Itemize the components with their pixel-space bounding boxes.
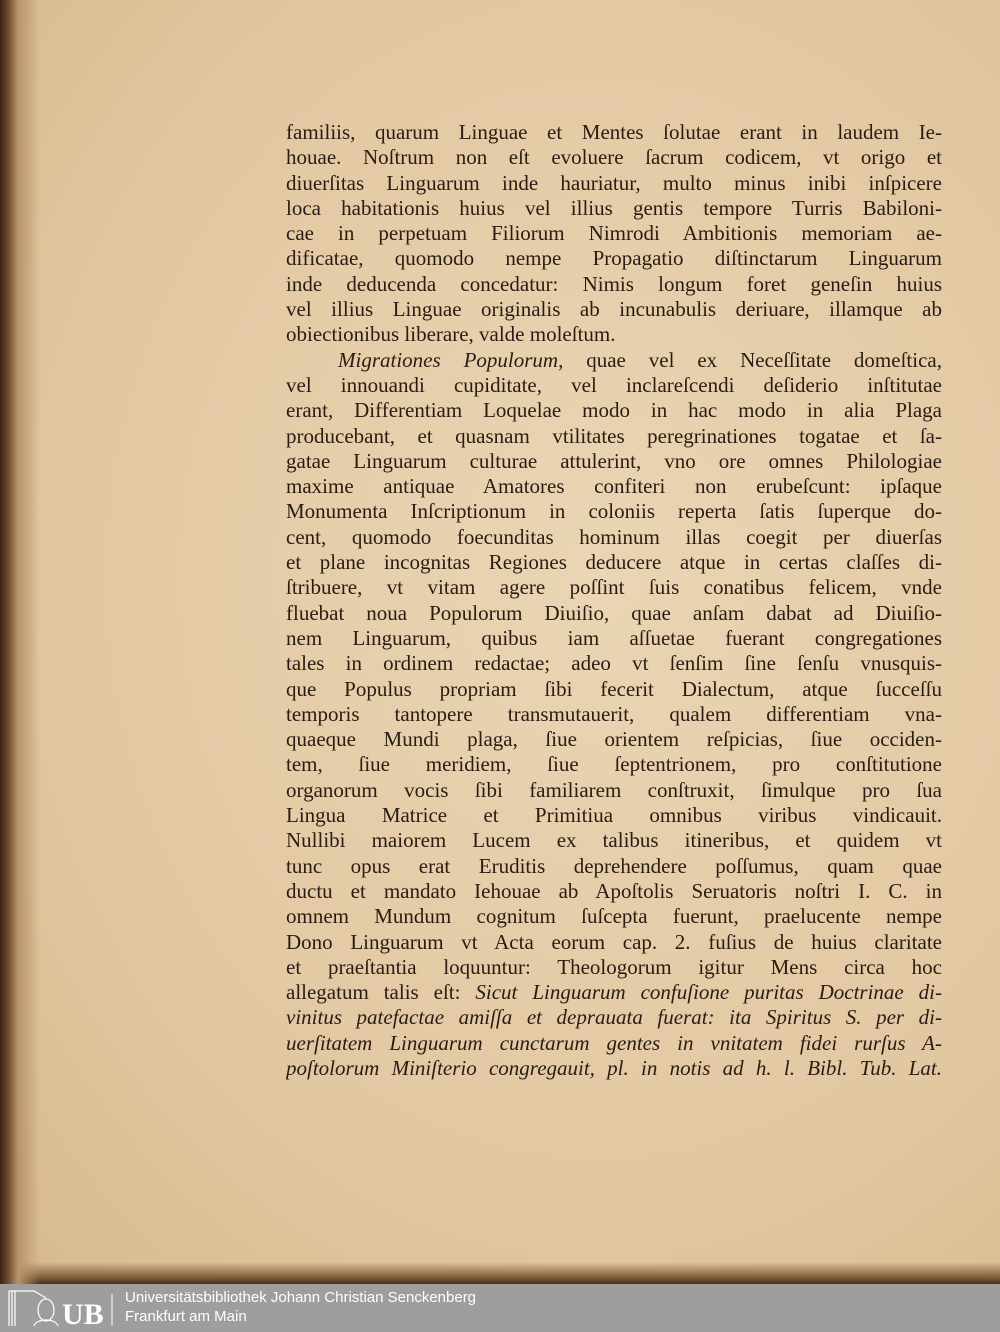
text-line — [286, 854, 942, 879]
ub-logo-icon — [6, 1288, 114, 1328]
roman-text: dificatae, quomodo nempe Propagatio diſtinctarum Linguarum — [286, 246, 942, 271]
text-line — [286, 904, 942, 929]
roman-text: tales in ordinem redactae; adeo vt ſenſim ſine ſenſu vnusquis- — [286, 651, 942, 676]
roman-text: Monumenta Inſcriptionum in coloniis reperta ſatis ſuperque do- — [286, 499, 942, 524]
roman-text: Nullibi maiorem Lucem ex talibus itineribus, et quidem vt — [286, 828, 942, 853]
text-line — [286, 398, 942, 423]
text-line — [286, 272, 942, 297]
roman-text: nem Linguarum, quibus iam aſſuetae fuerant congregationes — [286, 625, 942, 650]
text-line — [286, 727, 942, 752]
text-line — [286, 499, 942, 524]
roman-text: fluebat noua Populorum Diuiſio, quae anſam dabat ad Diuiſio- — [286, 600, 942, 625]
text-line — [286, 752, 942, 777]
italic-text: uerſitatem Linguarum cunctarum gentes in vnitatem fidei rurſus A- — [286, 1030, 942, 1055]
text-line — [286, 196, 942, 221]
text-line — [286, 550, 942, 575]
roman-text: familiis, quarum Linguae et Mentes ſolutae erant in laudem Ie- — [286, 120, 942, 144]
text-line — [286, 145, 942, 170]
roman-text: allegatum talis eſt: — [286, 980, 476, 1005]
italic-text: Migrationes Populorum — [338, 347, 559, 372]
roman-text: Lingua Matrice et Primitiua omnibus viribus vindicauit. — [286, 803, 942, 828]
roman-text: maxime antiquae Amatores confiteri non erubeſcunt: ipſaque — [286, 474, 942, 499]
text-line — [286, 221, 942, 246]
body-text — [286, 120, 942, 1081]
text-line — [286, 575, 942, 600]
text-line — [286, 778, 942, 803]
text-line — [286, 322, 942, 347]
text-line — [286, 171, 942, 196]
text-line — [286, 449, 942, 474]
text-line — [286, 297, 942, 322]
roman-text: tunc opus erat Eruditis deprehendere poſſumus, quam quae — [286, 853, 942, 878]
institution-city: Frankfurt am Main — [125, 1308, 247, 1325]
text-line — [286, 651, 942, 676]
roman-text: temporis tantopere transmutauerit, qualem differentiam vna- — [286, 701, 942, 726]
roman-text: quaeque Mundi plaga, ſiue orientem reſpicias, ſiue occiden- — [286, 727, 942, 752]
text-line — [286, 828, 942, 853]
text-line — [286, 626, 942, 651]
roman-text: , quae vel ex Neceſſitate domeſtica, — [558, 347, 942, 372]
text-line — [286, 955, 942, 980]
text-line — [286, 677, 942, 702]
roman-text: diuerſitas Linguarum inde hauriatur, multo minus inibi inſpicere — [286, 170, 942, 195]
roman-text: inde deducenda concedatur: Nimis longum foret geneſin huius — [286, 271, 942, 296]
italic-text: Sicut Linguarum confuſione puritas Doctrinae di- — [475, 980, 942, 1005]
roman-text: vel illius Linguae originalis ab incunabulis deriuare, illamque ab — [286, 297, 942, 322]
institution-name: Universitätsbibliothek Johann Christian Senckenberg — [125, 1289, 477, 1306]
text-line — [286, 474, 942, 499]
italic-text: poſtolorum Miniſterio congregauit, pl. in notis ad h. l. Bibl. Tub. Lat. — [286, 1055, 942, 1080]
italic-text: vinitus patefactae amiſſa et deprauata fuerat: ita Spiritus S. per di- — [286, 1005, 942, 1030]
text-line — [286, 1031, 942, 1056]
roman-text: et plane incognitas Regiones deducere atque in certas claſſes di- — [286, 550, 942, 575]
roman-text: houae. Noſtrum non eſt evoluere ſacrum codicem, vt origo et — [286, 145, 942, 170]
roman-text: producebant, et quasnam vtilitates peregrinationes togatae et ſa- — [286, 423, 942, 448]
roman-text: cae in perpetuam Filiorum Nimrodi Ambitionis memoriam ae- — [286, 221, 942, 246]
roman-text: et praeſtantia loquuntur: Theologorum igitur Mens circa hoc — [286, 954, 942, 979]
roman-text: omnem Mundum cognitum ſuſcepta fuerunt, praelucente nempe — [286, 904, 942, 929]
svg-text:UB: UB — [62, 1298, 104, 1328]
text-line — [286, 1056, 942, 1081]
roman-text: loca habitationis huius vel illius gentis tempore Turris Babiloni- — [286, 195, 942, 220]
text-line — [286, 525, 942, 550]
text-line — [286, 120, 942, 145]
roman-text: que Populus propriam ſibi fecerit Dialectum, atque ſucceſſu — [286, 676, 942, 701]
roman-text: ſtribuere, vt vitam agere poſſint ſuis conatibus felicem, vnde — [286, 575, 942, 600]
text-line — [286, 373, 942, 398]
text-line — [286, 879, 942, 904]
roman-text: organorum vocis ſibi familiarem conſtruxit, ſimulque pro ſua — [286, 777, 942, 802]
roman-text: tem, ſiue meridiem, ſiue ſeptentrionem, pro conſtitutione — [286, 752, 942, 777]
text-line — [286, 980, 942, 1005]
text-line — [286, 803, 942, 828]
roman-text: erant, Differentiam Loquelae modo in hac modo in alia Plaga — [286, 398, 942, 423]
roman-text: gatae Linguarum culturae attulerint, vno ore omnes Philologiae — [286, 448, 942, 473]
roman-text: ductu et mandato Iehouae ab Apoſtolis Seruatoris noſtri I. C. in — [286, 878, 942, 903]
text-line — [286, 424, 942, 449]
roman-text: obiectionibus liberare, valde moleſtum. — [286, 322, 616, 347]
text-line — [286, 1005, 942, 1030]
roman-text: Dono Linguarum vt Acta eorum cap. 2. fuſius de huius claritate — [286, 929, 942, 954]
text-line — [286, 930, 942, 955]
text-line — [286, 246, 942, 271]
library-footer — [0, 1284, 1000, 1332]
text-line — [286, 702, 942, 727]
text-line — [286, 601, 942, 626]
roman-text: cent, quomodo foecunditas hominum illas coegit per diuerſas — [286, 524, 942, 549]
text-line — [286, 348, 942, 373]
roman-text: vel innouandi cupiditate, vel inclareſcendi deſiderio inſtitutae — [286, 372, 942, 397]
